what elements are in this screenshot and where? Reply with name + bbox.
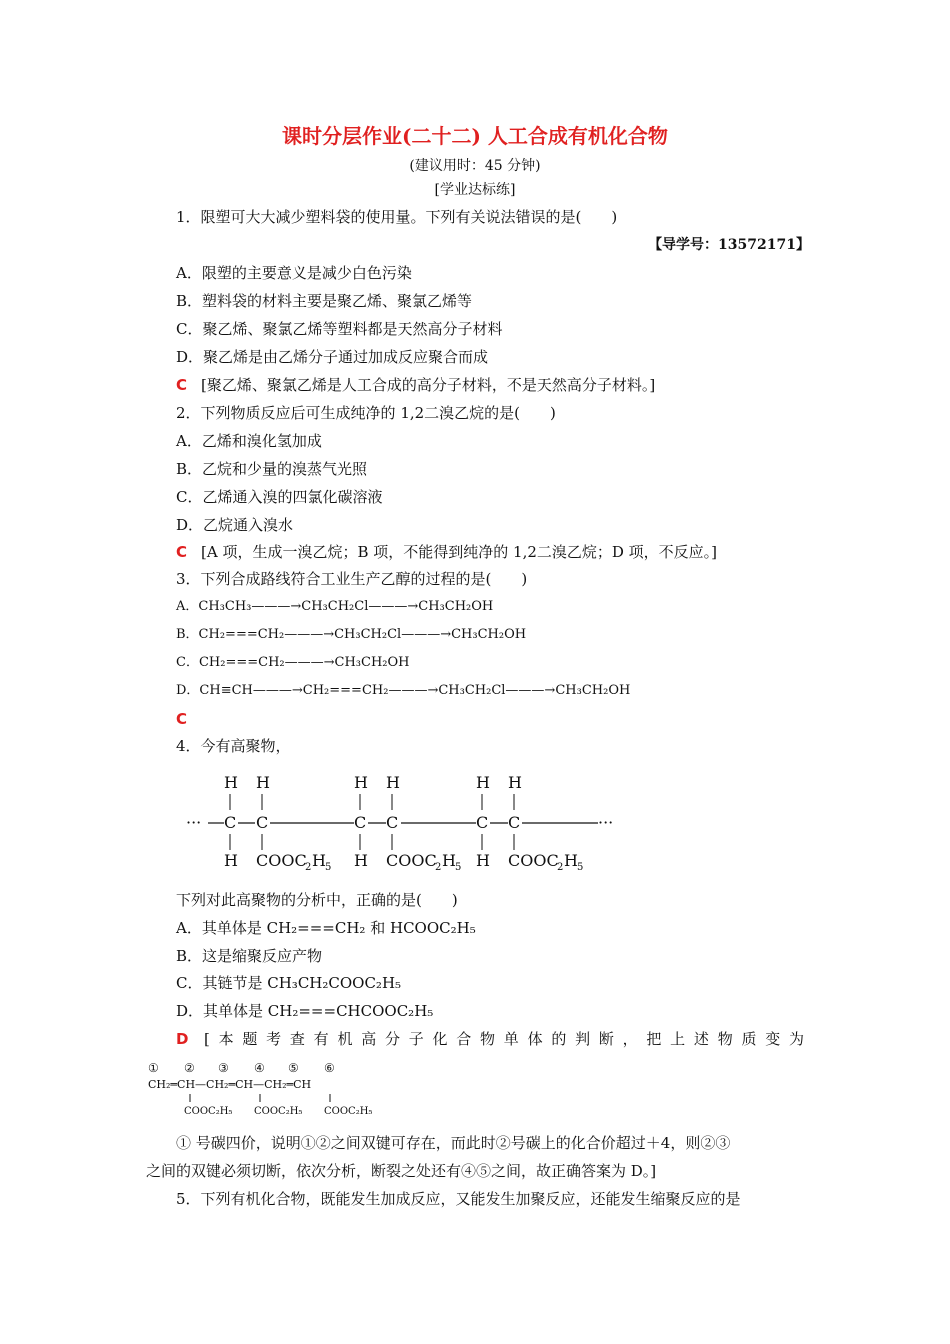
q4-option-d: D．其单体是 CH₂===CHCOOC₂H₅ [176,1002,434,1020]
ester-group: COOC [386,851,437,870]
q3-option-b: B．CH₂===CH₂———→CH₃CH₂Cl———→CH₃CH₂OH [176,627,527,642]
q4-answer-line [176,1028,202,1050]
left-dots: ··· [186,813,202,832]
q4-explanation-char: 合 [456,1030,472,1048]
q4-option-b: B．这是缩聚反应产物 [176,947,323,965]
branch-1: COOC₂H₅ [184,1106,233,1117]
branch-2: COOC₂H₅ [254,1106,303,1117]
subscript: 5 [325,862,332,873]
q1-explanation: [聚乙烯、聚氯乙烯是人工合成的高分子材料，不是天然高分子材料。] [201,376,656,394]
q1-option-c: C．聚乙烯、聚氯乙烯等塑料都是天然高分子材料 [176,320,503,338]
ester-group: COOC [256,851,307,870]
q4-explanation-char: 考 [266,1030,282,1048]
h-atom: H [354,773,368,792]
c-atom: C [256,813,269,832]
h-atom: H [508,773,522,792]
number-4: ④ [254,1061,265,1075]
number-3: ③ [218,1061,229,1075]
q2-answer: C [176,543,188,561]
page-title: 课时分层作业(二十二) 人工合成有机化合物 [282,124,668,148]
h-atom: H [386,773,400,792]
number-2: ② [184,1061,195,1075]
h-atom: H [256,773,270,792]
ester-group: COOC [508,851,559,870]
q4-explanation-char: 子 [408,1030,424,1048]
q2-answer-line [176,541,717,563]
q4-explanation-char: 体 [527,1030,543,1048]
right-dots: ··· [598,813,614,832]
h-atom: H [476,851,490,870]
c-atom: C [386,813,399,832]
numbered-monomer-structure [146,1058,406,1120]
q4-stem: 4．今有高聚物， [176,737,291,755]
q2-option-b: B．乙烷和少量的溴蒸气光照 [176,460,368,478]
q4-explanation-char: 单 [503,1030,519,1048]
q4-explanation-char: 题 [242,1030,258,1048]
subscript: 5 [455,862,462,873]
q3-option-c: C．CH₂===CH₂———→CH₃CH₂OH [176,655,410,670]
q3-answer-line [176,708,201,730]
c-atom: C [354,813,367,832]
q4-explanation-char: 断 [598,1030,614,1048]
q2-option-d: D．乙烷通入溴水 [176,516,294,534]
q4-explanation-char: ， [622,1030,638,1048]
subscript: 2 [305,862,312,873]
q3-answer: C [176,710,188,728]
q4-explanation-char: 物 [480,1030,496,1048]
h-atom: H [224,773,238,792]
q4-explanation-char: 本 [218,1030,234,1048]
monomer-chain: CH₂═CH—CH₂═CH—CH₂═CH [148,1078,312,1091]
q4-explanation-char: [ [204,1030,210,1048]
subscript: 5 [577,862,584,873]
q4-explanation-char: 质 [741,1030,757,1048]
h-atom: H [442,851,456,870]
q4-explanation-char: 化 [432,1030,448,1048]
q4-explanation-char: 变 [765,1030,781,1048]
subscript: 2 [557,862,564,873]
c-atom: C [508,813,521,832]
q5-stem: 5．下列有机化合物，既能发生加成反应，又能发生加聚反应，还能发生缩聚反应的是 [176,1190,741,1208]
q4-explanation-char: 有 [313,1030,329,1048]
q4-explanation-char: 物 [717,1030,733,1048]
q4-explanation-char: 上 [670,1030,686,1048]
c-atom: C [476,813,489,832]
q4-explanation-cont1: ① 号碳四价，说明①②之间双键可存在，而此时②号碳上的化合价超过＋4，则②③ [176,1134,731,1152]
q4-explanation-char: 把 [646,1030,662,1048]
number-5: ⑤ [288,1061,299,1075]
h-atom: H [224,851,238,870]
q4-answer: D [176,1030,189,1048]
q4-option-a: A．其单体是 CH₂===CH₂ 和 HCOOC₂H₅ [176,919,476,937]
q4-explanation-char: 分 [384,1030,400,1048]
branch-3: COOC₂H₅ [324,1106,373,1117]
section-label: [学业达标练] [434,182,516,198]
q4-explanation-char: 机 [337,1030,353,1048]
q4-explanation [204,1028,804,1050]
q3-stem: 3．下列合成路线符合工业生产乙醇的过程的是( ) [176,570,528,588]
q4-explanation-char: 述 [693,1030,709,1048]
q1-option-a: A．限塑的主要意义是减少白色污染 [176,264,412,282]
q2-option-a: A．乙烯和溴化氢加成 [176,432,322,450]
q4-explanation-char: 高 [361,1030,377,1048]
h-atom: H [564,851,578,870]
suggested-time: (建议用时：45 分钟) [409,158,541,174]
q2-explanation: [A 项，生成一溴乙烷；B 项，不能得到纯净的 1,2二溴乙烷；D 项，不反应。] [201,543,718,561]
h-atom: H [312,851,326,870]
q3-option-d: D．CH≡CH———→CH₂===CH₂———→CH₃CH₂Cl———→CH₃CH₂OH [176,683,631,698]
number-1: ① [148,1061,159,1075]
q1-answer: C [176,376,188,394]
q4-option-c: C．其链节是 CH₃CH₂COOC₂H₅ [176,974,402,992]
q4-explanation-char: 判 [575,1030,591,1048]
q1-guide-number: 【导学号：13572171】 [648,237,810,253]
q1-option-d: D．聚乙烯是由乙烯分子通过加成反应聚合而成 [176,348,489,366]
number-6: ⑥ [324,1061,335,1075]
q4-explanation-char: 查 [289,1030,305,1048]
q4-question: 下列对此高聚物的分析中，正确的是( ) [176,891,458,909]
q3-option-a: A．CH₃CH₃———→CH₃CH₂Cl———→CH₃CH₂OH [176,599,494,614]
q2-option-c: C．乙烯通入溴的四氯化碳溶液 [176,488,383,506]
q4-explanation-char: 为 [788,1030,804,1048]
q1-stem: 1．限塑可大大减少塑料袋的使用量。下列有关说法错误的是( ) [176,208,618,226]
polymer-structure [180,768,640,878]
q1-answer-line [176,374,655,396]
q1-option-b: B．塑料袋的材料主要是聚乙烯、聚氯乙烯等 [176,292,473,310]
q2-stem: 2．下列物质反应后可生成纯净的 1,2二溴乙烷的是( ) [176,404,556,422]
h-atom: H [354,851,368,870]
subscript: 2 [435,862,442,873]
c-atom: C [224,813,237,832]
q4-explanation-cont2: 之间的双键必须切断，依次分析，断裂之处还有④⑤之间，故正确答案为 D。] [146,1162,657,1180]
q4-explanation-char: 的 [551,1030,567,1048]
h-atom: H [476,773,490,792]
